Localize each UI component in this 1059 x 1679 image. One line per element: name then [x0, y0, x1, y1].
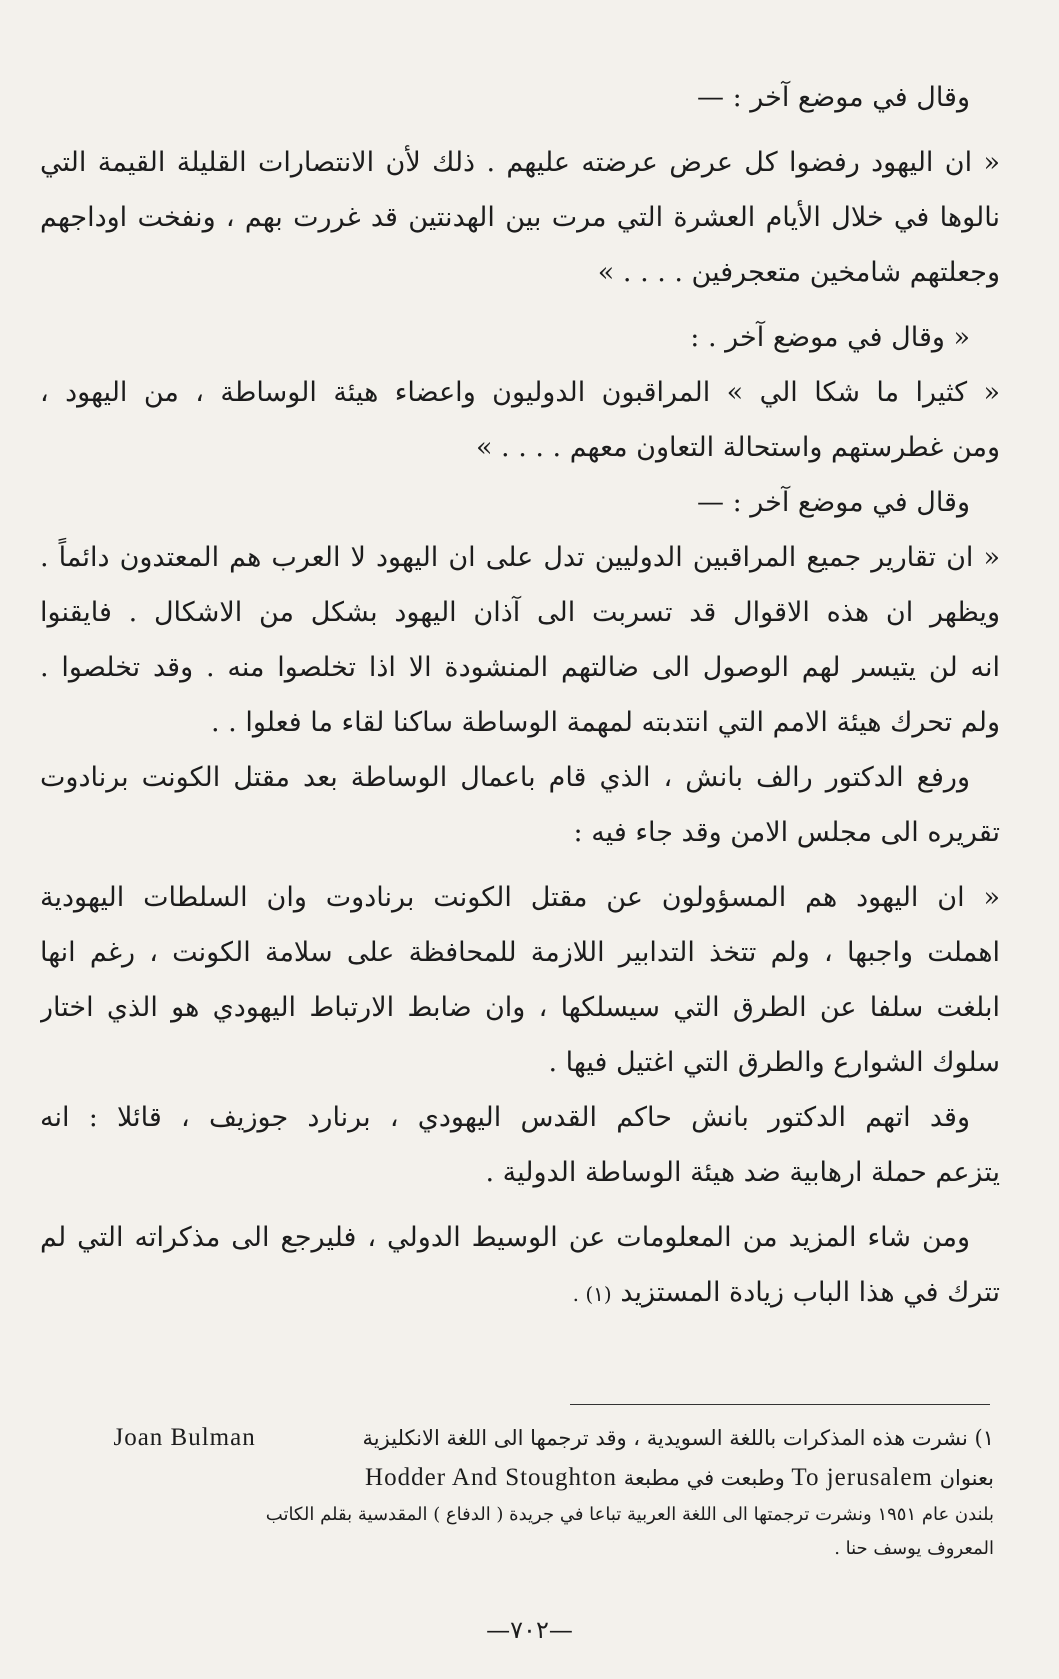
- text-line-4: وجعلتهم شامخين متعجرفين . . . . »: [597, 257, 1000, 288]
- text-line-9: « ان تقارير جميع المراقبين الدوليين تدل على ان اليهود لا العرب هم المعتدون دائماً .: [40, 542, 1000, 573]
- translator-name: Joan Bulman: [113, 1424, 256, 1451]
- text-line-7: ومن غطرستهم واستحالة التعاون معهم . . . . »: [475, 432, 1000, 463]
- text-line-12: ولم تحرك هيئة الامم التي انتدبته لمهمة الوساطة ساكنا لقاء ما فعلوا . .: [210, 707, 1000, 738]
- text-line-21: ومن شاء المزيد من المعلومات عن الوسيط الدولي ، فليرجع الى مذكراته التي لم: [40, 1222, 970, 1253]
- text-line-10: ويظهر ان هذه الاقوال قد تسربت الى آذان اليهود بشكل من الاشكال . فايقنوا: [40, 597, 1000, 628]
- text-line-17: ابلغت سلفا عن الطرق التي سيسلكها ، وان ضابط الارتباط اليهودي هو الذي اختار: [40, 992, 1000, 1023]
- footnote-line-2: [28, 1458, 994, 1498]
- text-line-20: يتزعم حملة ارهابية ضد هيئة الوساطة الدولية .: [485, 1157, 1000, 1188]
- footnote-line-4: المعروف يوسف حنا .: [834, 1538, 994, 1559]
- text-line-18: سلوك الشوارع والطرق التي اغتيل فيها .: [548, 1047, 1000, 1078]
- footnote-line-2-start: بعنوان: [939, 1466, 994, 1490]
- footnote-line-1-arabic: ١) نشرت هذه المذكرات باللغة السويدية ، وقد ترجمها الى اللغة الانكليزية: [362, 1426, 994, 1450]
- book-title: To jerusalem: [791, 1464, 933, 1491]
- footnote-line-3: بلندن عام ١٩٥١ ونشرت ترجمتها الى اللغة العربية تباعا في جريدة ( الدفاع ) المقدسية بقلم الكاتب: [265, 1504, 994, 1525]
- page-number: —٧٠٢—: [486, 1616, 573, 1644]
- text-line-22: [40, 1265, 1000, 1320]
- text-line-5: « وقال في موضع آخر . :: [690, 322, 970, 353]
- text-line-6: « كثيرا ما شكا الي » المراقبون الدوليون واعضاء هيئة الوساطة ، من اليهود ،: [40, 377, 1000, 408]
- text-line-2: « ان اليهود رفضوا كل عرض عرضته عليهم . ذلك لأن الانتصارات القليلة القيمة التي: [40, 147, 1000, 178]
- text-line-15: « ان اليهود هم المسؤولون عن مقتل الكونت برنادوت وان السلطات اليهودية: [40, 882, 1000, 913]
- footnote-divider: [570, 1404, 990, 1405]
- text-line-11: انه لن يتيسر لهم الوصول الى ضالتهم المنشودة الا اذا تخلصوا منه . وقد تخلصوا .: [40, 652, 1000, 683]
- text-line-14: تقريره الى مجلس الامن وقد جاء فيه :: [573, 817, 1000, 848]
- footnote-marker: (١) .: [572, 1282, 612, 1306]
- text-line-3: نالوها في خلال الأيام العشرة التي مرت بين الهدنتين قد غررت بهم ، ونفخت اوداجهم: [40, 202, 1000, 233]
- text-line-8: وقال في موضع آخر : —: [696, 487, 970, 518]
- text-line-22-text: تترك في هذا الباب زيادة المستزيد: [620, 1277, 1000, 1308]
- footnotes: [28, 1418, 994, 1566]
- text-line-13: ورفع الدكتور رالف بانش ، الذي قام باعمال الوساطة بعد مقتل الكونت برنادوت: [40, 762, 970, 793]
- publisher-name: Hodder And Stoughton: [365, 1464, 617, 1491]
- footnote-line-2-mid: وطبعت في مطبعة: [623, 1466, 785, 1490]
- main-text: [40, 70, 1000, 1320]
- text-line-19: وقد اتهم الدكتور بانش حاكم القدس اليهودي ، برنارد جوزيف ، قائلا : انه: [40, 1102, 970, 1133]
- text-line-1: وقال في موضع آخر : —: [696, 82, 970, 113]
- footnote-line-1: [28, 1418, 994, 1458]
- text-line-16: اهملت واجبها ، ولم تتخذ التدابير اللازمة للمحافظة على سلامة الكونت ، رغم انها: [40, 937, 1000, 968]
